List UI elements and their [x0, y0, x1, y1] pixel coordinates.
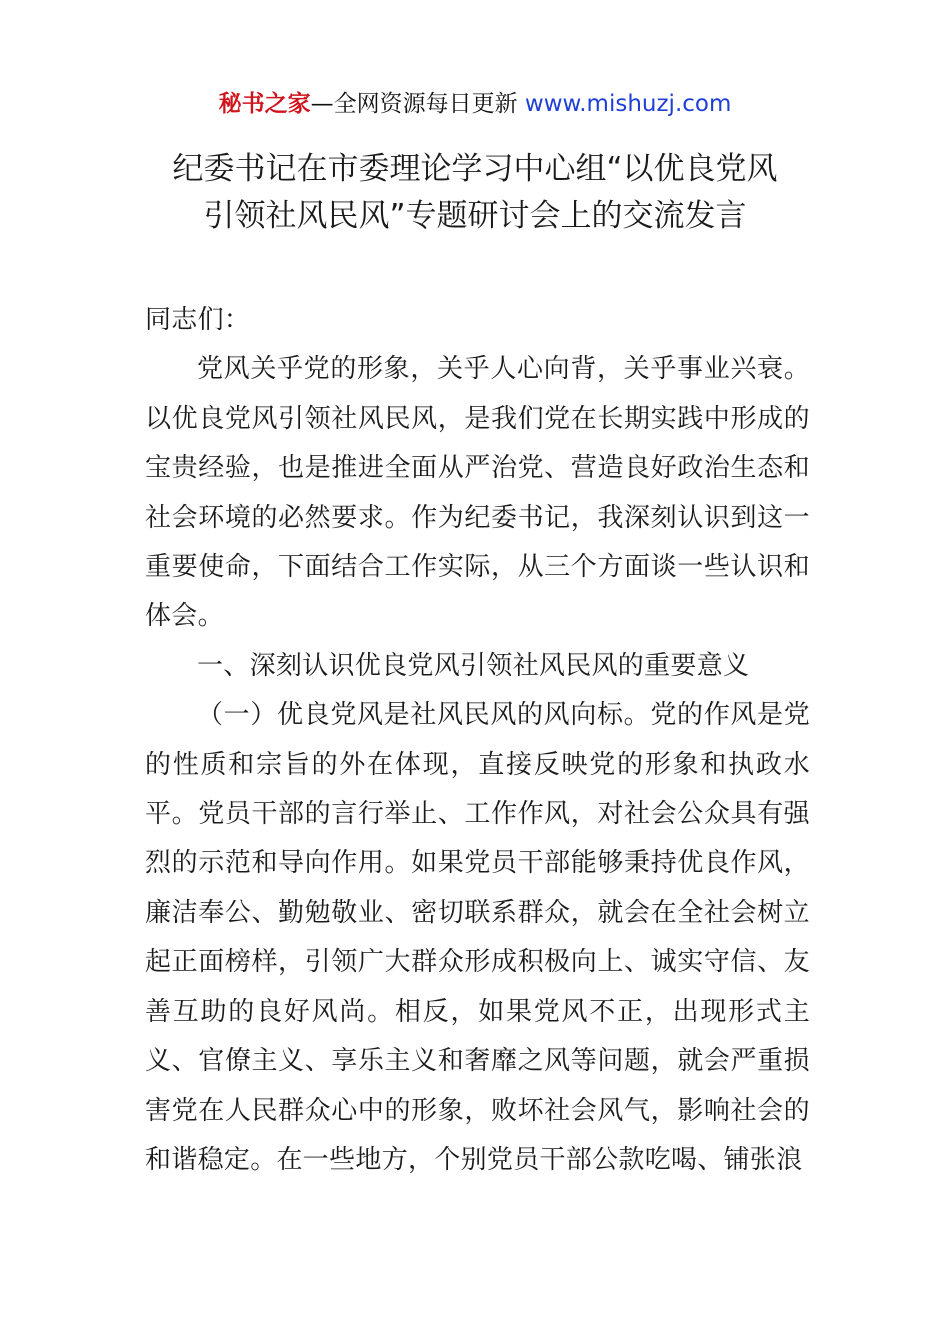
site-tagline: —全网资源每日更新 [310, 91, 518, 117]
title-line-2: 引领社风民风”专题研讨会上的交流发言 [203, 198, 747, 234]
document-body [145, 296, 810, 1185]
title-line-1: 纪委书记在市委理论学习中心组“以优良党风 [172, 151, 778, 187]
document-title [120, 146, 830, 240]
salutation: 同志们： [145, 305, 251, 335]
site-url-link[interactable]: www.mishuzj.com [524, 91, 732, 117]
paragraph-1-1: （一）优良党风是社风民风的风向标。党的作风是党的性质和宗旨的外在体现，直接反映党的形象和执政水平。党员干部的言行举止、工作作风，对社会公众具有强烈的示范和导向作用。如果党员干部能够秉持优良作风，廉洁奉公、勤勉敬业、密切联系群众，就会在全社会树立起正面榜样，引领广大群众形成积极向上、诚实守信、友善互助的良好风尚。相反，如果党风不正，出现形式主义、官僚主义、享乐主义和奢靡之风等问题，就会严重损害党在人民群众心中的形象，败坏社会风气，影响社会的和谐稳定。在一些地方，个别党员干部公款吃喝、铺张浪 [145, 700, 810, 1175]
site-brand: 秘书之家 [218, 91, 311, 117]
site-header [0, 86, 950, 122]
section-heading-1: 一、深刻认识优良党风引领社风民风的重要意义 [197, 650, 750, 681]
paragraph-intro: 党风关乎党的形象，关乎人心向背，关乎事业兴衰。以优良党风引领社风民风，是我们党在长期实践中形成的宝贵经验，也是推进全面从严治党、营造良好政治生态和社会环境的必然要求。作为纪委书记，我深刻认识到这一重要使命，下面结合工作实际，从三个方面谈一些认识和体会。 [145, 354, 810, 632]
